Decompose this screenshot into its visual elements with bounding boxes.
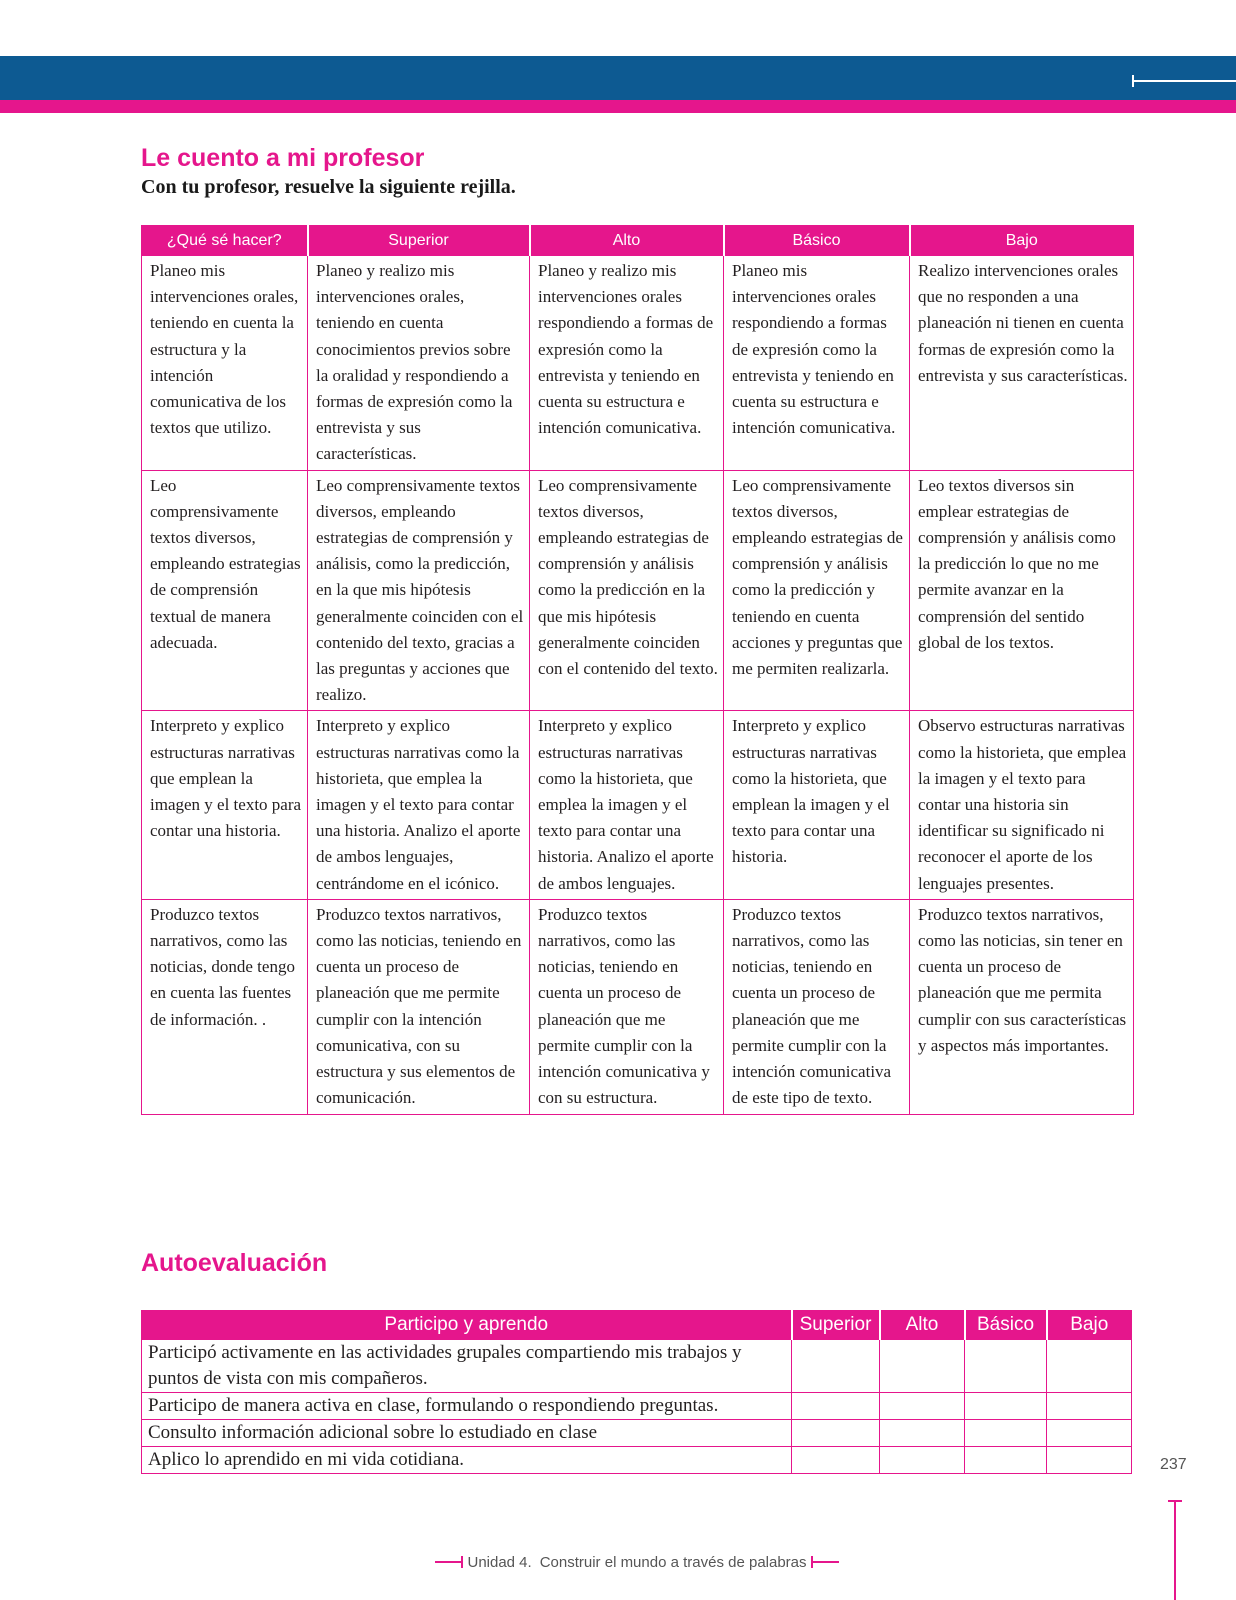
rating-cell-alto[interactable]	[880, 1340, 965, 1393]
self-eval-row	[142, 1420, 1132, 1447]
rating-cell-bajo[interactable]	[1047, 1447, 1132, 1474]
self-eval-row	[142, 1393, 1132, 1420]
rating-cell-basico[interactable]	[965, 1447, 1047, 1474]
rubric-header-row	[142, 226, 1134, 256]
rubric-row	[142, 711, 1134, 899]
rubric-header-cell: Bajo	[910, 226, 1134, 256]
rubric-cell: Produzco textos narrativos, como las noticias, donde tengo en cuenta las fuentes de información. .	[142, 899, 308, 1114]
rating-cell-bajo[interactable]	[1047, 1393, 1132, 1420]
header-rule-tick	[1132, 75, 1134, 87]
rating-cell-superior[interactable]	[792, 1447, 880, 1474]
rubric-cell: Produzco textos narrativos, como las noticias, teniendo en cuenta un proceso de planeación que me permite cumplir con la intención comunicativa de este tipo de texto.	[724, 899, 910, 1114]
self-eval-header-cell: Alto	[880, 1311, 965, 1340]
rubric-cell: Observo estructuras narrativas como la historieta, que emplea la imagen y el texto para contar una historia sin identificar su significado ni reconocer el aporte de los lenguajes presentes.	[910, 711, 1134, 899]
rubric-cell: Leo comprensivamente textos diversos, empleando estrategias de comprensión y análisis, como la predicción, en la que mis hipótesis generalmente coinciden con el contenido del texto, gracias a las preguntas y acciones que realizo.	[308, 470, 530, 711]
self-eval-statement: Participo de manera activa en clase, formulando o respondiendo preguntas.	[142, 1393, 792, 1420]
rubric-cell: Leo textos diversos sin emplear estrategias de comprensión y análisis como la predicción lo que no me permite avanzar en la comprensión del sentido global de los textos.	[910, 470, 1134, 711]
rating-cell-bajo[interactable]	[1047, 1420, 1132, 1447]
footer-left-rule	[435, 1561, 463, 1563]
self-eval-header-cell: Participo y aprendo	[142, 1311, 792, 1340]
rubric-cell: Produzco textos narrativos, como las noticias, teniendo en cuenta un proceso de planeación que me permite cumplir con la intención comunicativa y con su estructura.	[530, 899, 724, 1114]
rubric-table	[141, 225, 1134, 1115]
page-number: 237	[1160, 1456, 1187, 1473]
rating-cell-alto[interactable]	[880, 1393, 965, 1420]
rubric-cell: Planeo y realizo mis intervenciones orales, teniendo en cuenta conocimientos previos sobre la oralidad y respondiendo a formas de expresión como la entrevista y sus características.	[308, 256, 530, 471]
self-evaluation-title: Autoevaluación	[141, 1249, 328, 1277]
self-eval-header-cell: Bajo	[1047, 1311, 1132, 1340]
rating-cell-bajo[interactable]	[1047, 1340, 1132, 1393]
self-eval-header-row	[142, 1311, 1132, 1340]
self-eval-statement: Consulto información adicional sobre lo estudiado en clase	[142, 1420, 792, 1447]
rating-cell-basico[interactable]	[965, 1420, 1047, 1447]
header-rule	[1132, 80, 1236, 82]
self-eval-statement: Aplico lo aprendido en mi vida cotidiana.	[142, 1447, 792, 1474]
rating-cell-superior[interactable]	[792, 1393, 880, 1420]
self-evaluation-table	[141, 1310, 1132, 1474]
rubric-cell: Planeo y realizo mis intervenciones orales respondiendo a formas de expresión como la entrevista y teniendo en cuenta su estructura e intención comunicativa.	[530, 256, 724, 471]
rubric-header-cell: Superior	[308, 226, 530, 256]
rubric-row	[142, 256, 1134, 471]
rubric-cell: Leo comprensivamente textos diversos, empleando estrategias de comprensión y análisis como la predicción en la que mis hipótesis generalmente coinciden con el contenido del texto.	[530, 470, 724, 711]
self-eval-row	[142, 1447, 1132, 1474]
rubric-row	[142, 899, 1134, 1114]
self-eval-header-cell: Superior	[792, 1311, 880, 1340]
self-eval-statement: Participó activamente en las actividades grupales compartiendo mis trabajos y puntos de vista con mis compañeros.	[142, 1340, 792, 1393]
rubric-cell: Realizo intervenciones orales que no responden a una planeación ni tienen en cuenta formas de expresión como la entrevista y sus características.	[910, 256, 1134, 471]
rating-cell-superior[interactable]	[792, 1420, 880, 1447]
footer	[422, 1552, 852, 1572]
rubric-cell: Interpreto y explico estructuras narrativas como la historieta, que emplea la imagen y el texto para contar una historia. Analizo el aporte de ambos lenguajes.	[530, 711, 724, 899]
section-title: Le cuento a mi profesor	[141, 144, 425, 172]
rating-cell-alto[interactable]	[880, 1420, 965, 1447]
rubric-cell: Planeo mis intervenciones orales respondiendo a formas de expresión como la entrevista y teniendo en cuenta su estructura e intención comunicativa.	[724, 256, 910, 471]
rubric-cell: Interpreto y explico estructuras narrativas que emplean la imagen y el texto para contar una historia.	[142, 711, 308, 899]
rubric-cell: Produzco textos narrativos, como las noticias, teniendo en cuenta un proceso de planeación que me permite cumplir con la intención comunicativa, con su estructura y sus elementos de comunicación.	[308, 899, 530, 1114]
margin-rule	[1174, 1500, 1176, 1600]
self-eval-header-cell: Básico	[965, 1311, 1047, 1340]
header-accent-stripe	[0, 100, 1236, 113]
margin-rule-tick	[1168, 1500, 1182, 1502]
footer-unit-label: Unidad 4.	[467, 1553, 532, 1571]
rubric-cell: Leo comprensivamente textos diversos, empleando estrategias de comprensión textual de manera adecuada.	[142, 470, 308, 711]
rating-cell-basico[interactable]	[965, 1393, 1047, 1420]
section-instructions: Con tu profesor, resuelve la siguiente rejilla.	[141, 176, 516, 198]
rating-cell-basico[interactable]	[965, 1340, 1047, 1393]
rubric-cell: Leo comprensivamente textos diversos, empleando estrategias de comprensión y análisis como la predicción y teniendo en cuenta acciones y preguntas que me permiten realizarla.	[724, 470, 910, 711]
rubric-cell: Planeo mis intervenciones orales, teniendo en cuenta la estructura y la intención comunicativa de los textos que utilizo.	[142, 256, 308, 471]
footer-unit-title: Construir el mundo a través de palabras	[539, 1553, 807, 1571]
self-eval-row	[142, 1340, 1132, 1393]
rubric-header-cell: ¿Qué sé hacer?	[142, 226, 308, 256]
header-band	[0, 56, 1236, 100]
rubric-cell: Interpreto y explico estructuras narrativas como la historieta, que emplea la imagen y el texto para contar una historia. Analizo el aporte de ambos lenguajes, centrándome en el icónico.	[308, 711, 530, 899]
rubric-cell: Produzco textos narrativos, como las noticias, sin tener en cuenta un proceso de planeación que me permita cumplir con sus características y aspectos más importantes.	[910, 899, 1134, 1114]
footer-right-rule	[811, 1561, 839, 1563]
rubric-header-cell: Alto	[530, 226, 724, 256]
rubric-cell: Interpreto y explico estructuras narrativas como la historieta, que emplean la imagen y el texto para contar una historia.	[724, 711, 910, 899]
rating-cell-superior[interactable]	[792, 1340, 880, 1393]
rubric-header-cell: Básico	[724, 226, 910, 256]
rating-cell-alto[interactable]	[880, 1447, 965, 1474]
rubric-row	[142, 470, 1134, 711]
